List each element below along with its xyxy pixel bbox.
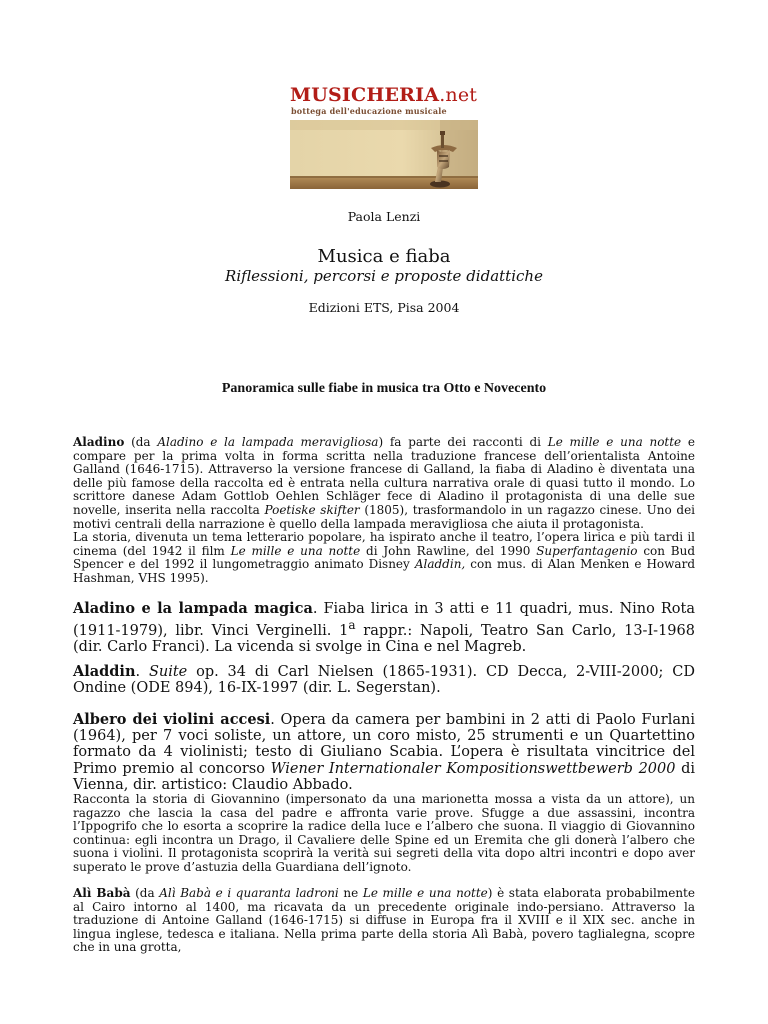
entry-aladdin [73, 664, 695, 696]
entry-alibaba [73, 887, 695, 955]
entry-text: La storia, divenuta un tema letterario popolare, ha ispirato anche il teatro, l’opera lirica e più tardi il cinema (del 1942 il film [73, 530, 695, 558]
entry-lampada-magica [73, 601, 695, 655]
entry-text: op. 34 di Carl Nielsen (1865-1931). CD Decca, 2-VIII-2000; CD Ondine (ODE 894), 16-IX-1997 (dir. L. Segerstan). [73, 664, 695, 697]
entry-term: Aladdin [73, 663, 136, 680]
entry-term: Albero dei violini accesi [73, 711, 271, 728]
entry-source: Le mille e una notte [230, 543, 361, 558]
entry-source: Superfantagenio [536, 543, 638, 558]
musicheria-logo [290, 84, 478, 188]
entry-superscript: a [348, 618, 356, 633]
entry-text: con Bud Spencer e del 1992 il lungometraggio animato Disney [73, 543, 696, 572]
entry-aladino-paragraph-2 [73, 531, 695, 585]
entry-aladino [73, 436, 695, 586]
entry-text: . [135, 664, 149, 680]
entry-text: (da [124, 435, 158, 449]
entry-term: Aladino e la lampada magica [73, 600, 313, 617]
entry-text: ) fa parte dei racconti di [378, 435, 548, 449]
entry-text: ) è stata elaborata probabilmente al Cairo intorno al 1400, ma ricavata da un precedente originale indo-persiano. Attraverso la traduzione di Antoine Galland (1646-1715) si diffuse in Europa fra il XVIII e il XIX sec. anche in lingua inglese, tedesca e italiana. Nella prima parte della storia Alì Babà, povero taglialegna, scopre che in una grotta, [73, 886, 695, 955]
entry-text: (1805), trasformandolo in un ragazzo cinese. Uno dei motivi centrali della narrazione è quello della lampada meravigliosa che aiuta il protagonista. [73, 502, 696, 531]
entry-text: rappr.: Napoli, Teatro San Carlo, 13-I-1968 (dir. Carlo Franci). La vicenda si svolge in Cina e nel Magreb. [73, 623, 695, 656]
entry-aladdin-paragraph [73, 664, 695, 696]
entry-source: Aladino e la lampada meravigliosa [157, 435, 379, 449]
entry-text: e compare per la prima volta in forma scritta nella traduzione francese dell’orientalista Antoine Galland (1646-1715). Attraverso la versione francese di Galland, la fiaba di Aladino è diventata una delle più famose della raccolta ed è entrata nella cultura narrativa orale di quasi tutto il mondo. Lo scrittore danese Adam Gottlob Oehlen Schläger fece di Aladino il protagonista di una delle sue novelle, inserita nella raccolta [73, 435, 696, 517]
logo-brand: MUSICHERIA [290, 84, 440, 106]
entry-text: (da [130, 886, 160, 900]
entry-term: Alì Babà [73, 886, 131, 900]
entry-alibaba-paragraph [73, 887, 695, 955]
entry-albero-paragraph-2: Racconta la storia di Giovannino (impersonato da una marionetta mossa a vista da un attore), un ragazzo che lascia la casa del padre e affronta varie prove. Sfugge a due assassini, incontra l’Ippogrifo che lo esorta a scoprire la radice della luce e l’albero che suona. Il viaggio di Giovannino continua: egli incontra un Drago, il Cavaliere delle Spine ed un Eremita che gli donerà l’albero che suona i violini. Il protagonista scoprirà la verità sui segreti della vita dopo altri incontri e dopo aver superato le prove d’astuzia della Guardiana dell’ignoto. [73, 792, 695, 874]
entry-source: Aladdin, [414, 557, 466, 572]
logo-tld: .net [439, 84, 478, 106]
trumpet-photo-icon [290, 120, 478, 189]
logo-tagline: bottega dell'educazione musicale [291, 106, 447, 116]
author: Paola Lenzi [347, 209, 421, 224]
entry-source: Poetiske skifter [264, 502, 360, 517]
book-title: Musica e fiaba [317, 246, 451, 267]
book-subtitle: Riflessioni, percorsi e proposte didattiche [225, 267, 543, 285]
entry-text: di John Rawline, del 1990 [360, 543, 537, 558]
entry-text: . Fiaba lirica in 3 atti e 11 quadri, mus. Nino Rota (1911-1979), libr. Vinci Verginelli. 1 [73, 601, 695, 640]
section-title: Panoramica sulle fiabe in musica tra Otto e Novecento [221, 381, 547, 396]
entry-source: Wiener Internationaler Kompositionswettbewerb 2000 [270, 760, 676, 777]
entry-text: con mus. di Alan Menken e Howard Hashman, VHS 1995). [73, 557, 695, 585]
entry-source: Le mille e una notte [362, 886, 488, 900]
entry-text: . Opera da camera per bambini in 2 atti di Paolo Furlani (1964), per 7 voci soliste, un attore, un coro misto, 25 strumenti e un Quartettino formato da 4 violinisti; testo di Giuliano Scabia. L’opera è risultata vincitrice del Primo premio al concorso [73, 712, 695, 777]
entry-aladino-paragraph-1 [73, 436, 695, 531]
entry-text: di Vienna, dir. artistico: Claudio Abbado. [73, 760, 695, 793]
entry-source: Alì Babà e i quaranta ladroni [159, 886, 339, 900]
publisher-line: Edizioni ETS, Pisa 2004 [308, 300, 460, 315]
entry-albero [73, 712, 695, 875]
entry-term: Aladino [73, 435, 125, 449]
entry-albero-paragraph-1 [73, 712, 695, 793]
entry-text: ne [338, 886, 363, 900]
entry-lampada-paragraph [73, 601, 695, 655]
entry-source: Suite [148, 664, 188, 680]
entry-source: Le mille e una notte [547, 435, 682, 449]
logo-title [290, 84, 478, 106]
